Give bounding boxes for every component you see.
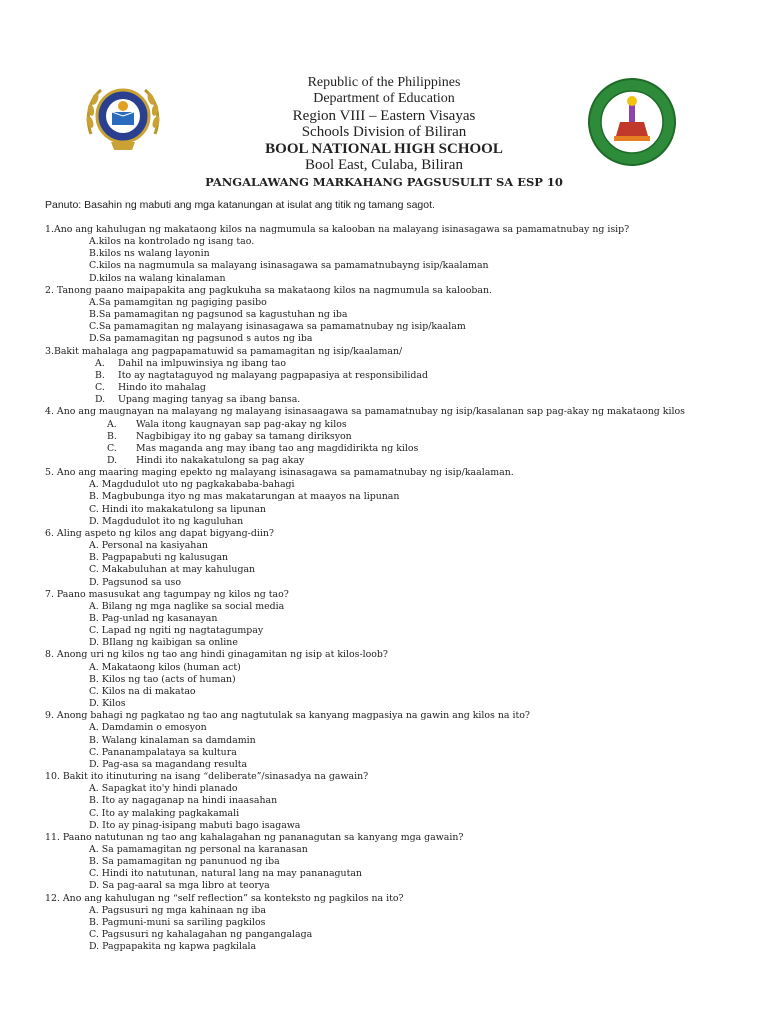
q6-option-d: D. Pagsunod sa uso [89,576,182,588]
division-line: Schools Division of Biliran [301,124,467,141]
q1-option-d: D.kilos na walang kinalaman [89,272,226,284]
q1-option-a: A.kilos na kontrolado ng isang tao. [89,236,255,248]
q12-option-c: C. Pagsusuri ng kahalagahan ng pangangalaga [89,929,313,941]
q3-option-a [45,358,745,370]
question-3: 3.Bakit mahalaga ang pagpapamatuwid sa pamamagitan ng isip/kaalaman/ [45,345,403,357]
q11-option-a: A. Sa pamamagitan ng personal na karanasan [89,843,308,855]
q4-option-a [45,419,745,431]
question-6: 6. Aling aspeto ng kilos ang dapat bigyang-diin? [45,527,274,539]
q9-option-a: A. Damdamin o emosyon [89,722,207,734]
question-list [45,224,745,953]
question-7: 7. Paano masusukat ang tagumpay ng kilos ng tao? [45,588,289,600]
q4-option-d [45,455,745,467]
q11-option-b: B. Sa pamamagitan ng panunuod ng iba [89,856,280,868]
question-4: 4. Ano ang maugnayan na malayang ng malayang isinasaagawa sa pamamatnubay ng isip/kasalanan sap pag-akay ng makataong kilos [45,406,685,418]
q9-option-c: C. Pananampalataya sa kultura [89,746,237,758]
q7-option-a: A. Bilang ng mga naglike sa social media [89,600,285,612]
q8-option-a: A. Makataong kilos (human act) [89,661,241,673]
q11-option-d: D. Sa pag-aaral sa mga libro at teorya [89,880,270,892]
q12-option-d: D. Pagpapakita ng kapwa pagkilala [89,941,257,953]
q9-option-b: B. Walang kinalaman sa damdamin [89,734,256,746]
school-address: Bool East, Culaba, Biliran [305,157,463,174]
q10-option-d: D. Ito ay pinag-isipang mabuti bago isagawa [89,819,301,831]
question-8: 8. Anong uri ng kilos ng tao ang hindi ginagamitan ng isip at kilos-loob? [45,649,388,661]
school-name: BOOL NATIONAL HIGH SCHOOL [265,140,503,157]
q1-option-b: B.kilos ns walang layonin [89,248,210,260]
q8-option-c: C. Kilos na di makatao [89,685,196,697]
q1-option-c: C.kilos na nagmumula sa malayang isinasagawa sa pamamatnubayng isip/kaalaman [89,260,489,272]
q8-option-d: D. Kilos [89,698,126,710]
q10-option-c: C. Ito ay malaking pagkakamali [89,807,240,819]
q4-option-c [45,443,745,455]
question-12: 12. Ano ang kahulugan ng “self reflection” sa konteksto ng pagkilos na ito? [45,892,404,904]
q5-option-a: A. Magdudulot uto ng pagkakababa-bahagi [89,479,295,491]
q6-option-a: A. Personal na kasiyahan [89,540,208,552]
q4-option-a-text: Wala itong kaugnayan sap pag-akay ng kilos [136,418,347,430]
q8-option-b: B. Kilos ng tao (acts of human) [89,673,236,685]
q4-option-b [45,431,745,443]
q2-option-a: A.Sa pamamgitan ng pagiging pasibo [89,296,267,308]
q3-option-d-text: Upang maging tanyag sa ibang bansa. [118,394,301,406]
q4-option-d-text: Hindi ito nakakatulong sa pag akay [136,454,305,466]
q4-label-c: C. [107,442,117,454]
q2-option-d: D.Sa pamamagitan ng pagsunod s autos ng iba [89,333,313,345]
q2-option-c: C.Sa pamamagitan ng malayang isinasagawa sa pamamatnubay ng isip/kaalam [89,321,466,333]
q5-option-b: B. Magbubunga ityo ng mas makatarungan at maayos na lipunan [89,491,400,503]
q12-option-a: A. Pagsusuri ng mga kahinaan ng iba [89,904,266,916]
q3-label-c: C. [95,382,105,394]
q11-option-c: C. Hindi ito natutunan, natural lang na may pananagutan [89,868,362,880]
question-5: 5. Ano ang maaring maging epekto ng malayang isinasagawa sa pamamatnubay ng isip/kaalaman. [45,467,514,479]
q6-option-b: B. Pagpapabuti ng kalusugan [89,552,229,564]
q5-option-c: C. Hindi ito makakatulong sa lipunan [89,503,266,515]
q3-option-d [45,394,745,406]
q6-option-c: C. Makabuluhan at may kahulugan [89,564,256,576]
q10-option-a: A. Sapagkat ito'y hindi planado [89,783,238,795]
q2-option-b: B.Sa pamamagitan ng pagsunod sa kagustuhan ng iba [89,309,348,321]
q12-option-b: B. Pagmuni-muni sa sariling pagkilos [89,916,266,928]
q3-label-a: A. [95,357,105,369]
question-2: 2. Tanong paano maipapakita ang pagkukuha sa makataong kilos na nagmumula sa kalooban. [45,284,492,296]
question-10: 10. Bakit ito itinuturing na isang “deliberate”/sinasadya na gawain? [45,771,369,783]
question-9: 9. Anong bahagi ng pagkatao ng tao ang nagtutulak sa kanyang magpasiya na gawin ang kilos na ito? [45,710,530,722]
q10-option-b: B. Ito ay nagaganap na hindi inaasahan [89,795,278,807]
question-11: 11. Paano natutunan ng tao ang kahalagahan ng pananagutan sa kanyang mga gawain? [45,831,464,843]
q4-option-b-text: Nagbibigay ito ng gabay sa tamang diriksyon [136,430,352,442]
q3-option-b-text: Ito ay nagtataguyod ng malayang pagpapasiya at responsibilidad [118,369,428,381]
q5-option-d: D. Magdudulot ito ng kaguluhan [89,515,244,527]
question-1: 1.Ano ang kahulugan ng makataong kilos na nagmumula sa kalooban na malayang isinasagawa sa pamamatnubay ng isip? [45,224,630,235]
q7-option-b: B. Pag-unlad ng kasanayan [89,613,218,624]
q3-option-a-text: Dahil na imlpuwinsiya ng ibang tao [118,357,287,369]
q4-label-b: B. [107,430,117,442]
q4-option-c-text: Mas maganda ang may ibang tao ang magdidirikta ng kilos [136,442,419,454]
q7-option-c: C. Lapad ng ngiti ng nagtatagumpay [89,625,264,637]
q7-option-d: D. BIlang ng kaibigan sa online [89,637,238,649]
q4-label-a: A. [107,418,117,430]
q9-option-d: D. Pag-asa sa magandang resulta [89,758,248,770]
document-header [0,75,768,191]
q4-label-d: D. [107,454,118,466]
q3-option-c [45,382,745,394]
republic-line: Republic of the Philippines [307,75,461,90]
department-line: Department of Education [313,91,455,107]
q3-option-b [45,370,745,382]
region-line: Region VIII – Eastern Visayas [292,107,476,124]
instructions: Panuto: Basahin ng mabuti ang mga katanungan at isulat ang titik ng tamang sagot. [45,199,435,211]
exam-title: PANGALAWANG MARKAHANG PAGSUSULIT SA ESP 10 [205,175,563,190]
q3-label-d: D. [95,394,106,406]
q3-label-b: B. [95,369,105,381]
q3-option-c-text: Hindo ito mahalag [118,382,206,394]
